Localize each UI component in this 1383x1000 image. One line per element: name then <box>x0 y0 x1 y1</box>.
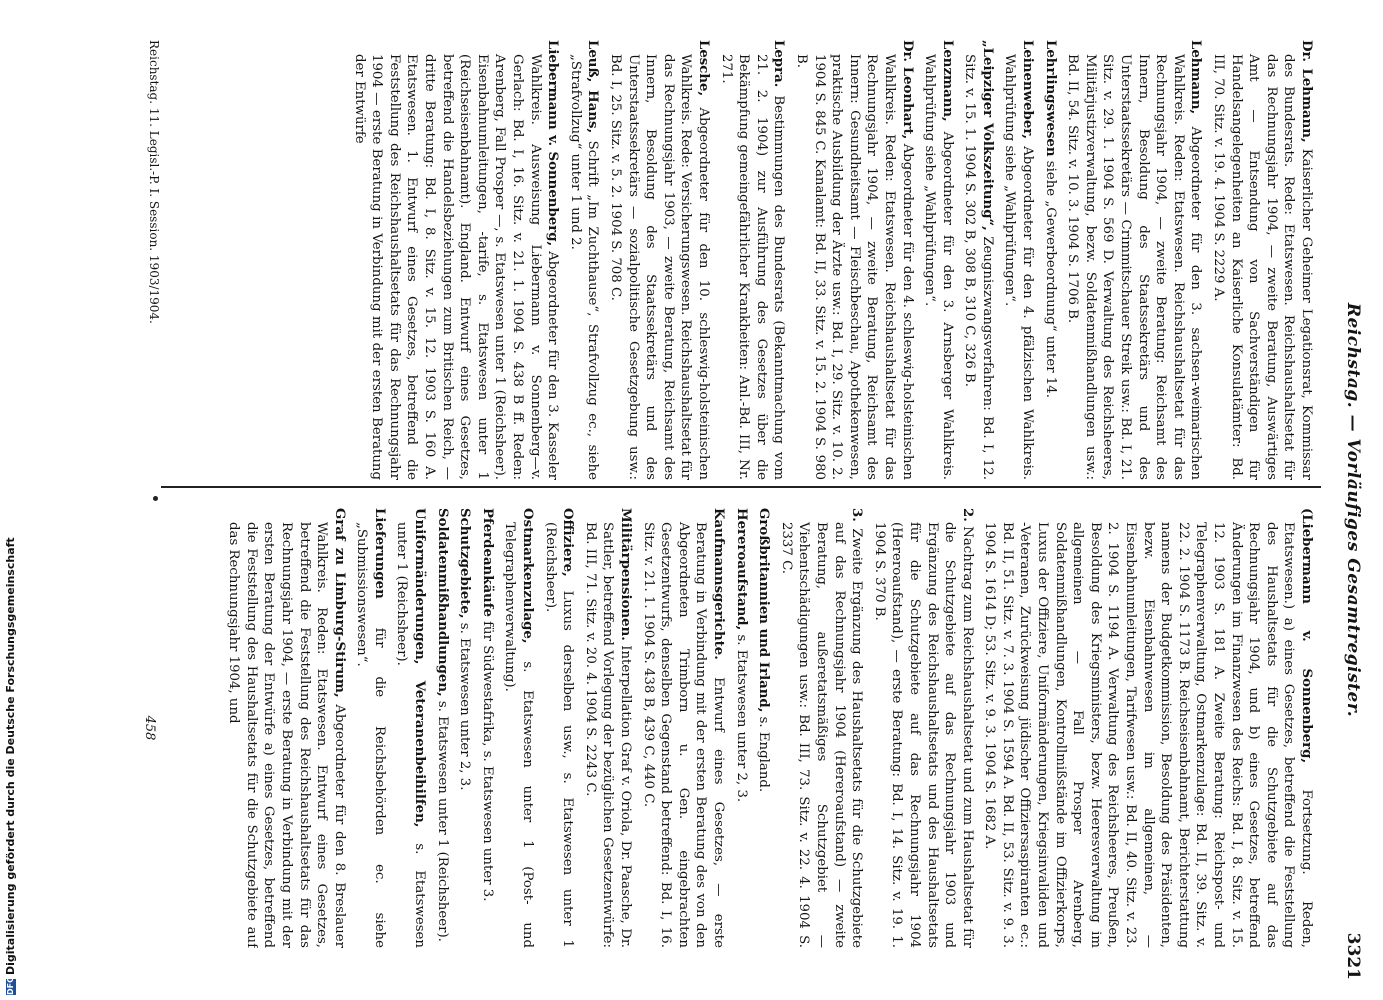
entry-heading: Hereroaufstand, <box>733 508 749 631</box>
entry-heading: Lehmann, <box>1188 40 1204 115</box>
index-entry <box>639 508 727 948</box>
entry-heading: Lehrlingswesen <box>1042 40 1058 157</box>
entry-text: s. England. <box>756 716 772 793</box>
entry-text: für Südwestafrika, s. Etatswesen unter 3. <box>479 621 495 902</box>
entry-text: Interpellation Graf v. Oriola, Dr. Paasche, Dr. Sattler, betreffend Vorlegung der bezüglichen Gesetzentwürfe: Bd. III, 71. Sitz. v. 20. 4. 1904 S. 2243 C. <box>582 522 634 948</box>
running-title: Reichstag. — Vorläufiges Gesamtregister. <box>1343 302 1363 718</box>
entry-heading: Lepra. <box>771 40 787 88</box>
entry-heading: Schutzgebiete, <box>457 508 473 619</box>
index-entry <box>755 508 773 948</box>
entry-heading: Uniformänderungen, Veteranenbeihilfen, <box>412 508 428 828</box>
entry-heading: (Liebermann v. Sonnenberg, <box>1299 508 1314 764</box>
entry-text: s. Etatswesen unter 1 (Reichsheer). <box>394 522 428 948</box>
right-column <box>175 508 1315 948</box>
entry-text: siehe „Gewerbeordnung“ unter 14. <box>1042 160 1058 398</box>
index-entry <box>1064 40 1205 480</box>
index-entry <box>777 508 865 948</box>
entry-text: s. Etatswesen unter 1 (Reichsheer). <box>434 700 450 942</box>
entry-text: Kaiserlicher Geheimer Legationsrat, Kommissar des Bundesrats. Rede: Etatswesen. Reichshaushaltsetat für das Rechnungsjahr 1904, — zweite Beratung, Auswärtiges Amt — Entsendung von Sachverständigen für Handelsangelegenheiten an Kaiserliche Konsulatämter: Bd. III, 70. Sitz. v. 19. 4. 1904 S. 2229 A. <box>1211 54 1314 480</box>
entry-heading: 3. <box>849 508 865 522</box>
index-entry <box>433 508 451 948</box>
index-entry <box>456 508 474 948</box>
footer-signature: Reichstag. 11. Legisl.-P. I. Session. 1903/1904. <box>147 40 161 324</box>
entry-heading: Militärpensionen. <box>618 508 634 641</box>
entry-heading: Soldatenmißhandlungen, <box>434 508 450 697</box>
index-entry <box>961 40 996 480</box>
entry-heading: Lenzmann, <box>939 40 955 122</box>
entry-text: Abgeordneter für den 3. Kasseler Wahlkreis. Ausweisung Liebermann v. Sonnenberg—v. Gerlach: Bd. I, 16. Sitz. v. 21. 1. 1904 S. 438 B ff. Reden: Arenberg, Fall Prosper —, s. Etatswesen unter 1 (Reichsheer). Eisenbahnumleitungen, -tarife, s. Etatswesen unter 1 (Reichseisenbahnamt). England. Entwurf eines Gesetzes, betreffend die Handelsbeziehungen zum Britischen Reich, — dritte Beratung: Bd. I, 8. Sitz. v. 15. 12. 1903 S. 160 A. Etatswesen. 1. Entwurf eines Gesetzes, betreffend die Feststellung des Reichshaushaltsetats für das Rechnungsjahr 1904 — erste Beratung in Verbindung mit der ersten Beratung der Entwürfe <box>351 54 561 480</box>
entry-text: s. Etatswesen unter 2, 3. <box>457 622 473 791</box>
entry-text: Nachtrag zum Reichshaushaltsetat und zum Haushaltsetat für die Schutzgebiete auf das Rechnungsjahr 1903 und Ergänzung des Reichshaushaltsetats und des Haushaltsetats für die Schutzgebiete auf das Rechnungsjahr 1904 (Hereroaufstand), — erste Beratung: Bd. I, 14. Sitz. v. 19. 1. 1904 S. 370 B. <box>871 522 975 948</box>
dfg-logo-icon: DFG <box>6 976 15 995</box>
index-entry <box>606 40 712 480</box>
entry-text: Abgeordneter für den 10. schleswig-holsteinischen Wahlkreis. Rede: Versicherungswesen. Reichshaushaltsetat für das Rechnungsjahr 1903, — zweite Beratung, Reichsamt des Innern, Besoldung des Staatssekretärs und des Unterstaatssekretärs — sozialpolitische Gesetzgebung usw.: Bd. I, 25. Sitz. v. 5. 2. 1904 S. 708 C. <box>608 54 711 480</box>
index-entry <box>792 40 915 480</box>
entry-heading: Graf zu Limburg-Stirum, <box>331 508 347 698</box>
entry-heading: Ostmarkenzulage, <box>520 508 536 644</box>
left-column <box>175 40 1315 480</box>
entry-heading: Liebermann v. Sonnenberg, <box>545 40 561 247</box>
entry-text: Abgeordneter für den 4. schleswig-holsteinischen Wahlkreis. Reden: Etatswesen. Reichshaushaltsetat für das Rechnungsjahr 1904, — zweite Beratung, Reichsamt des Innern: Gesundheitsamt — Fleischbeschau, Apothekenwesen, praktische Ausbildung der Ärzte usw.: Bd. I, 29. Sitz. v. 10. 2. 1904 S. 845 C. Kanalamt: Bd. II, 33. Sitz. v. 15. 2. 1904 S. 980 B. <box>793 54 915 480</box>
index-entry <box>921 40 956 480</box>
entry-heading: Leinenweber, <box>1020 40 1036 139</box>
margin-dot <box>153 496 158 501</box>
entry-text: s. Etatswesen unter 2, 3. <box>733 634 749 803</box>
index-entry <box>981 508 1315 948</box>
entry-heading: Lesche, <box>696 40 711 97</box>
entry-text: s. Etatswesen unter 1 (Post- und Telegraphenverwaltung). <box>502 522 536 948</box>
entry-text: Bestimmungen des Bundesrats (Bekanntmachung vom 21. 2. 1904) zur Ausführung des Gesetzes über die Bekämpfung gemeingefährlicher Krankheiten: Anl.-Bd. III, Nr. 271. <box>718 54 787 480</box>
index-entry <box>717 40 787 480</box>
footer-page-number: 458 <box>142 715 157 741</box>
entry-text: für die Reichsbehörden ec. siehe „Submissionswesen“. <box>354 522 387 948</box>
index-entry <box>541 508 576 948</box>
entry-heading: Lieferungen <box>371 508 387 599</box>
entry-heading: Dr. Leonhart, <box>899 40 915 140</box>
entry-heading: Dr. Lehmann, <box>1299 40 1314 143</box>
entry-text: Zeugniszwangsverfahren: Bd. I, 12. Sitz. v. 15. 1. 1904 S. 302 B, 308 B, 310 C, 326 B. <box>962 54 995 480</box>
index-entry <box>393 508 428 948</box>
index-entry <box>870 508 976 948</box>
index-entry <box>350 40 561 480</box>
entry-heading: Kaufmannsgerichte. <box>711 508 726 660</box>
entry-text: Fortsetzung. Reden, Etatswesen.) a) eines Gesetzes, betreffend die Feststellung des Haushaltsetats für die Schutzgebiete auf das Rechnungsjahr 1904, und b) eines Gesetzes, betreffend Änderungen im Finanzwesen des Reichs: Bd. I, 8. Sitz. v. 15. 12. 1903 S. 181 A. Zweite Beratung: Reichspost- und Telegraphenverwaltung, Ostmarkenzulage: Bd. II, 39. Sitz. v. 22. 2. 1904 S. 1173 B. Reichseisenbahnamt, Berichterstattung namens der Budgetkommission, Besoldung des Präsidenten, bezw. Eisenbahnwesen im allgemeinen, — Eisenbahnumleitungen, Tarifwesen usw.: Bd. II, 40. Sitz. v. 23. 2. 1904 S. 1194 A. Verwaltung des Reichsheeres, Preußen, Besoldung des Kriegsministers, bezw. Heeresverwaltung im allgemeinen — Fall Prosper Arenberg, Soldatenmißhandlungen, Kontrollmißstände im Offizierkorps, Luxus der Offiziere, Uniformänderungen, Kriegsinvaliden und -Veteranen, Zurückweisung jüdischer Offiziersaspiranten ec.: Bd. II, 51. Sitz. v. 7. 3. 1904 S. 1594 A. Bd. II, 53. Sitz. v. 9. 3. 1904 S. 1614 D; 53. Sitz. v. 9. 3. 1904 S. 1682 A. <box>982 522 1314 948</box>
index-entry <box>732 508 750 948</box>
page-header <box>1333 40 1363 980</box>
entry-text: Abgeordneter für den 3. sachsen-weimarischen Wahlkreis. Reden: Etatswesen. Reichshaushaltsetat für das Rechnungsjahr 1904, — zweite Beratung: Reichsamt des Innern, Besoldung des Staatssekretärs und des Unterstaatssekretärs — Crimmitschauer Streik usw.: Bd. I, 21. Sitz. v. 29. 1. 1904 S. 569 D. Verwaltung des Reichsheeres, Militärjustizverwaltung, bezw. Soldatenmißhandlungen usw.: Bd. II, 54. Sitz. v. 10. 3. 1904 S. 1706 B. <box>1065 54 1204 480</box>
entry-text: Abgeordneter für den 4. pfälzischen Wahlkreis. Wahlprüfung siehe „Wahlprüfungen“. <box>1002 54 1036 480</box>
entry-text: Luxus derselben usw., s. Etatswesen unter 1 (Reichsheer). <box>542 522 576 948</box>
index-entry <box>353 508 388 948</box>
index-entry <box>1209 40 1315 480</box>
entry-heading: Großbritannien und Irland, <box>756 508 772 713</box>
entry-text: Schrift „Im Zuchthause“, Strafvollzug ec., siehe „Strafvollzug“ unter 1 und 2. <box>567 54 601 480</box>
header-page-number: 3321 <box>1343 932 1363 980</box>
entry-text: Abgeordneter für den 8. Breslauer Wahlkreis. Reden: Etatswesen. Entwurf eines Gesetzes, betreffend die Feststellung des Reichshaushaltsetats für das Rechnungsjahr 1904, — erste Beratung in Verbindung mit der ersten Beratung der Entwürfe a) eines Gesetzes, betreffend die Feststellung des Haushaltsetats für die Schutzgebiete auf das Rechnungsjahr 1904, und <box>226 522 347 948</box>
dfg-credit-text: Digitalisierung gefördert durch die Deutsche Forschungsgemeinschaft <box>4 537 17 975</box>
index-entry <box>1001 40 1036 480</box>
entry-heading: Leuß, Hans, <box>585 40 601 134</box>
entry-text: Zweite Ergänzung des Haushaltsetats für die Schutzgebiete auf das Rechnungsjahr 1904 (Hereroaufstand) — zweite Beratung, außeretatsmäßiges Schutzgebiet — Viehentschädigungen usw.: Bd. III, 73. Sitz. v. 22. 4. 1904 S. 2337 C. <box>778 522 865 948</box>
index-entry <box>478 508 496 948</box>
index-entry <box>581 508 634 948</box>
column-divider <box>161 486 1321 488</box>
entry-heading: Pferdeankäufe <box>479 508 495 617</box>
index-entry <box>225 508 348 948</box>
entry-text: Entwurf eines Gesetzes, — erste Beratung in Verbindung mit der ersten Beratung des von den Abgeordneten Trimborn u. Gen. eingebrachten Gesetzentwurfs, denselben Gegenstand betreffend: Bd. I, 16. Sitz. v. 21. 1. 1904 S. 438 B, 439 C, 440 C. <box>640 522 726 948</box>
index-entry <box>566 40 601 480</box>
index-entry <box>1041 40 1059 480</box>
entry-heading: Offiziere, <box>560 508 576 577</box>
index-entry <box>501 508 536 948</box>
entry-text: Abgeordneter für den 3. Arnsberger Wahlkreis. Wahlprüfung siehe „Wahlprüfungen“. <box>922 54 955 480</box>
entry-heading: 2. <box>959 508 975 522</box>
entry-heading: „Leipziger Volkszeitung“, <box>979 40 995 231</box>
